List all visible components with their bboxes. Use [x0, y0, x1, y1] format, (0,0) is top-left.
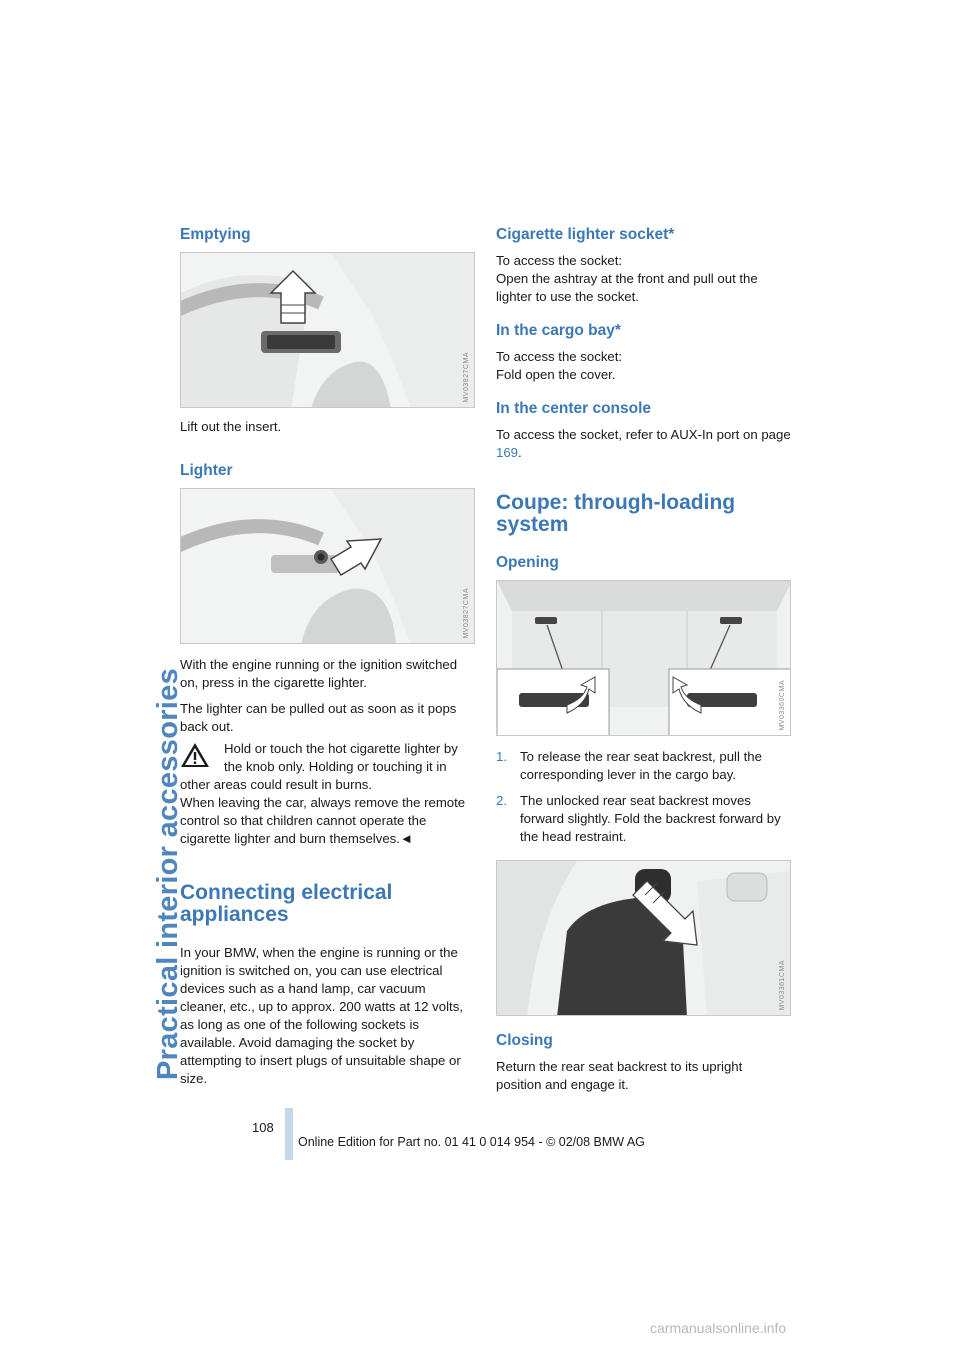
lighter-illustration — [181, 489, 475, 644]
figure-opening — [496, 580, 791, 736]
warning-text-2: When leaving the car, always remove the remote control so that children cannot operate the cigarette lighter and burn themselves.◄ — [180, 795, 466, 846]
heading-emptying: Emptying — [180, 226, 251, 243]
console-text-end: . — [518, 445, 522, 460]
cargo-p2: Fold open the cover. — [496, 367, 616, 382]
backrest-illustration — [497, 861, 791, 1016]
page-link[interactable]: 169 — [496, 445, 519, 460]
step-number: 2. — [496, 793, 507, 808]
figure-backrest — [496, 860, 791, 1016]
warning-text: Hold or touch the hot cigarette lighter by the knob only. Holding or touching it in other areas could result in burns. — [180, 741, 458, 792]
closing-text: Return the rear seat backrest to its upright position and engage it. — [496, 1059, 743, 1092]
watermark: carmanualsonline.info — [650, 1320, 787, 1336]
right-column — [496, 226, 791, 1102]
figure-code: MV03827CMA — [463, 352, 470, 403]
cargo-bay-illustration — [497, 581, 791, 736]
left-column — [180, 226, 475, 1096]
figure-emptying — [180, 252, 475, 408]
console-text-main: To access the socket, refer to AUX-In port on page — [496, 427, 791, 442]
step-number: 1. — [496, 749, 507, 764]
footer-edition: Online Edition for Part no. 01 41 0 014 954 - © 02/08 BMW AG — [298, 1135, 645, 1149]
heading-lighter: Lighter — [180, 462, 233, 479]
console-text — [496, 426, 791, 462]
step-text: The unlocked rear seat backrest moves forward slightly. Fold the backrest forward by the head restraint. — [520, 793, 781, 844]
opening-steps — [496, 748, 791, 846]
figure-code: MV03361CMA — [779, 960, 786, 1011]
cig-socket-p2: Open the ashtray at the front and pull out the lighter to use the socket. — [496, 271, 758, 304]
side-section-title — [118, 230, 184, 1090]
heading-closing: Closing — [496, 1032, 553, 1049]
emptying-text: Lift out the insert. — [180, 419, 282, 434]
figure-code: MV03360CMA — [779, 680, 786, 731]
heading-cigarette-socket: Cigarette lighter socket* — [496, 226, 675, 243]
figure-lighter — [180, 488, 475, 644]
connecting-text: In your BMW, when the engine is running or the ignition is switched on, you can use electrical devices such as a hand lamp, car vacuum cleaner, etc., up to approx. 200 watts at 12 volts, as long as one of the following sockets is available. Avoid damaging the socket by attempting to insert plugs of unsuitable shape or size. — [180, 945, 463, 1086]
figure-code: MV03827CMA — [463, 588, 470, 639]
footer-accent-bar — [285, 1108, 293, 1160]
side-title-text: Practical interior accessories — [152, 667, 184, 1080]
lighter-warning — [180, 740, 475, 848]
heading-coupe: Coupe: through-loading system — [496, 491, 736, 536]
step-text: To release the rear seat backrest, pull the corresponding lever in the cargo bay. — [520, 749, 762, 782]
heading-cargo-bay: In the cargo bay* — [496, 322, 621, 339]
lighter-paragraph-1: With the engine running or the ignition switched on, press in the cigarette lighter. — [180, 657, 458, 690]
warning-triangle-icon — [180, 742, 210, 768]
list-item — [496, 748, 791, 784]
heading-center-console: In the center console — [496, 400, 652, 417]
list-item — [496, 792, 791, 846]
ashtray-illustration — [181, 253, 475, 408]
heading-opening: Opening — [496, 554, 559, 571]
heading-connecting: Connecting electrical appliances — [180, 881, 393, 926]
cargo-p1: To access the socket: — [496, 349, 623, 364]
cig-socket-p1: To access the socket: — [496, 253, 623, 268]
page-number: 108 — [252, 1120, 274, 1135]
lighter-paragraph-2: The lighter can be pulled out as soon as it pops back out. — [180, 701, 457, 734]
